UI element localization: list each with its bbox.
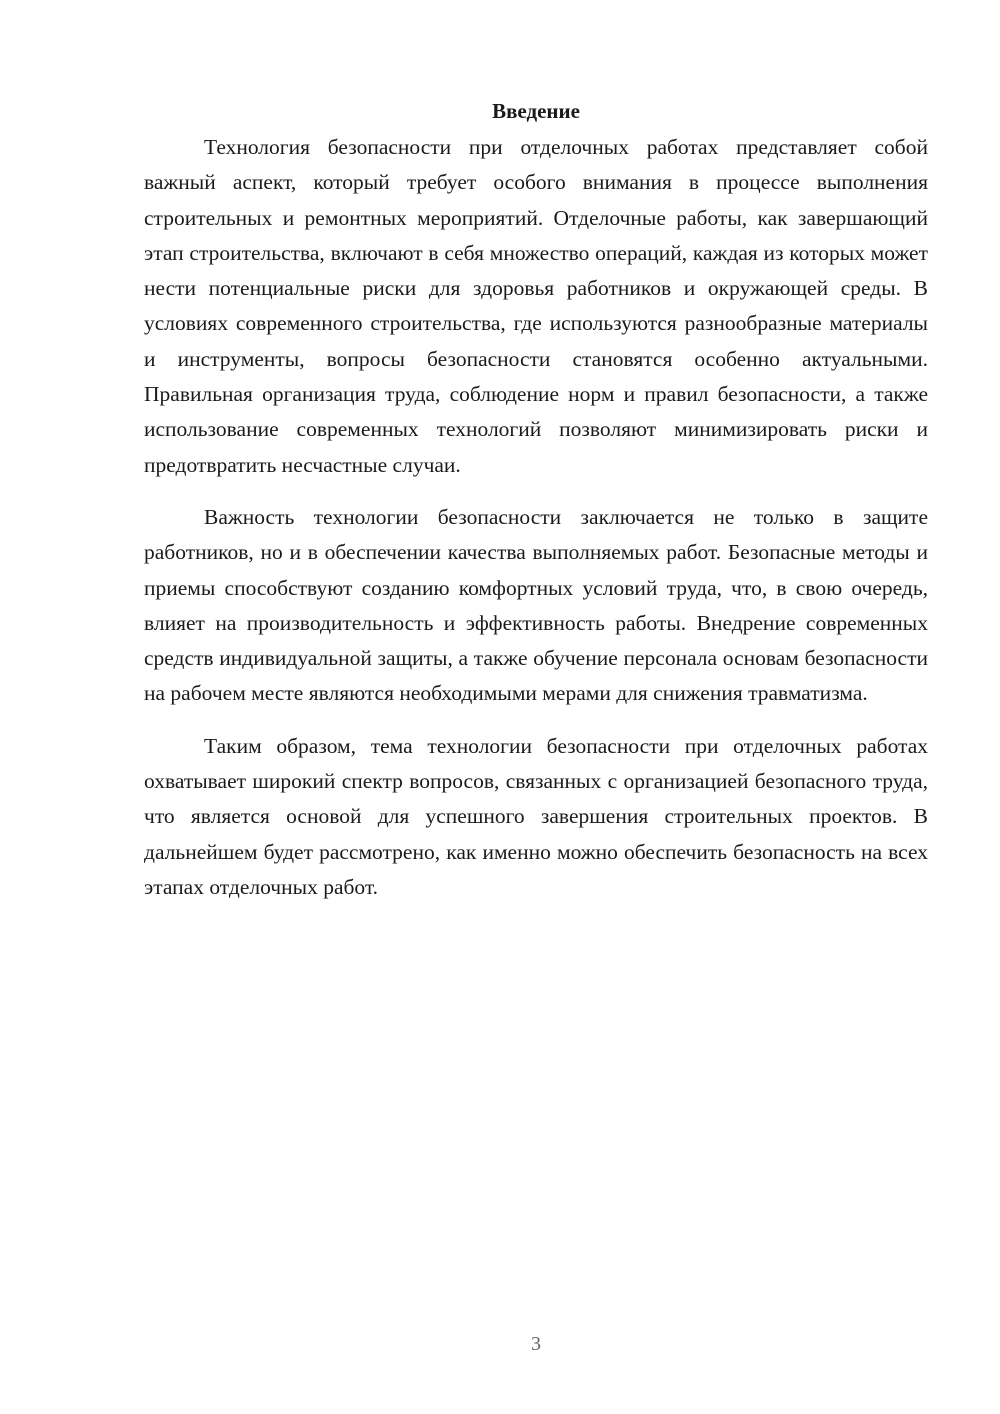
paragraph-conclusion: Таким образом, тема технологии безопасности при отделочных работах охватывает широкий спектр вопросов, связанных с организацией безопасного труда, что является основой для успешного завершения строительных проектов. В дальнейшем будет рассмотрено, как именно можно обеспечить безопасность на всех этапах отделочных работ. <box>144 733 928 899</box>
paragraph-intro: Технология безопасности при отделочных работах представляет собой важный аспект, который требует особого внимания в процессе выполнения строительных и ремонтных мероприятий. Отделочные работы, как завершающий этап строительства, включают в себя множество операций, каждая из которых может нести потенциальные риски для здоровья работников и окружающей среды. В условиях современного строительства, где используются разнообразные материалы и инструменты, вопросы безопасности становятся особенно актуальными. Правильная организация труда, соблюдение норм и правил безопасности, а также использование современных технологий позволяют минимизировать риски и предотвратить несчастные случаи. <box>144 135 928 477</box>
page-number: 3 <box>531 1333 541 1355</box>
page-content <box>144 96 928 905</box>
section-heading: Введение <box>492 99 580 123</box>
paragraph-importance: Важность технологии безопасности заключается не только в защите работников, но и в обеспечении качества выполняемых работ. Безопасные методы и приемы способствуют созданию комфортных условий труда, что, в свою очередь, влияет на производительность и эффективность работы. Внедрение современных средств индивидуальной защиты, а также обучение персонала основам безопасности на рабочем месте являются необходимыми мерами для снижения травматизма. <box>144 504 928 706</box>
